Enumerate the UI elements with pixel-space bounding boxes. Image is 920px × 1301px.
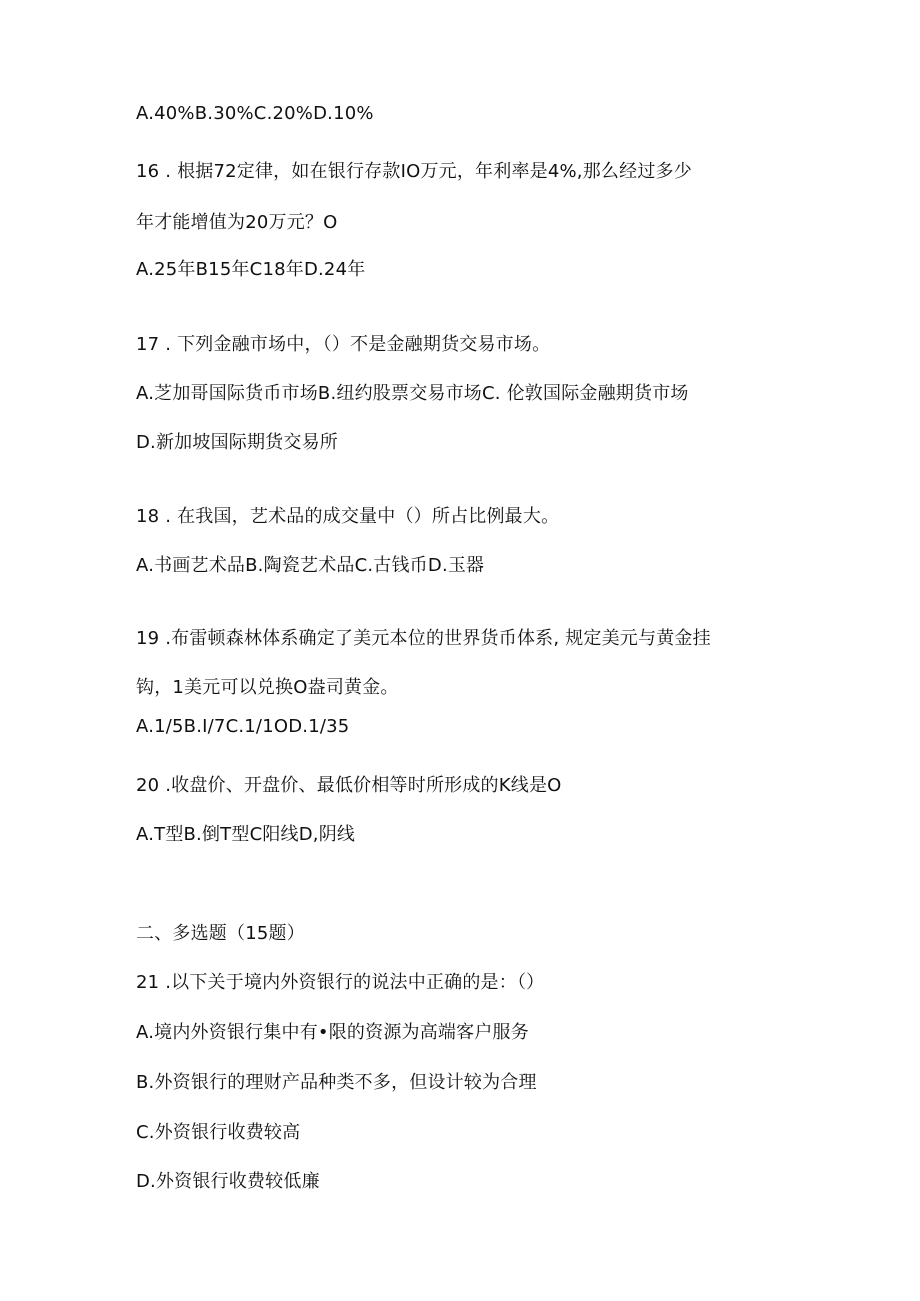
q16-options: A.25年B15年C18年D.24年 bbox=[136, 259, 366, 280]
q16-stem-line2: 年才能增值为20万元？O bbox=[136, 212, 338, 233]
q20-stem: 20 .收盘价、开盘价、最低价相等时所形成的K线是O bbox=[136, 775, 562, 796]
q19-stem-line2: 钩，1美元可以兑换O盎司黄金。 bbox=[136, 677, 399, 698]
q21-option-a: A.境内外资银行集中有•限的资源为高端客户服务 bbox=[136, 1022, 529, 1043]
q15-options: A.40%B.30%C.20%D.10% bbox=[136, 103, 374, 124]
q17-stem: 17 . 下列金融市场中，（）不是金融期货交易市场。 bbox=[136, 334, 551, 355]
q18-stem: 18 . 在我国，艺术品的成交量中（）所占比例最大。 bbox=[136, 506, 560, 527]
q16-stem-line1: 16 . 根据72定律，如在银行存款IO万元，年利率是4%,那么经过多少 bbox=[136, 161, 692, 182]
q17-options-line1: A.芝加哥国际货币市场B.纽约股票交易市场C. 伦敦国际金融期货市场 bbox=[136, 383, 689, 404]
q21-option-c: C.外资银行收费较高 bbox=[136, 1122, 301, 1143]
q20-options: A.T型B.倒T型C阳线D,阴线 bbox=[136, 824, 356, 845]
q18-options: A.书画艺术品B.陶瓷艺术品C.古钱币D.玉器 bbox=[136, 555, 485, 576]
q21-option-b: B.外资银行的理财产品种类不多，但设计较为合理 bbox=[136, 1072, 537, 1093]
q19-stem-line1: 19 .布雷顿森林体系确定了美元本位的世界货币体系, 规定美元与黄金挂 bbox=[136, 628, 711, 649]
section-heading: 二、多选题（15题） bbox=[136, 923, 305, 944]
q21-option-d: D.外资银行收费较低廉 bbox=[136, 1171, 320, 1192]
q21-stem: 21 .以下关于境内外资银行的说法中正确的是：（） bbox=[136, 972, 545, 993]
q19-options: A.1/5B.I/7C.1/1OD.1/35 bbox=[136, 716, 350, 737]
q17-options-line2: D.新加坡国际期货交易所 bbox=[136, 432, 338, 453]
